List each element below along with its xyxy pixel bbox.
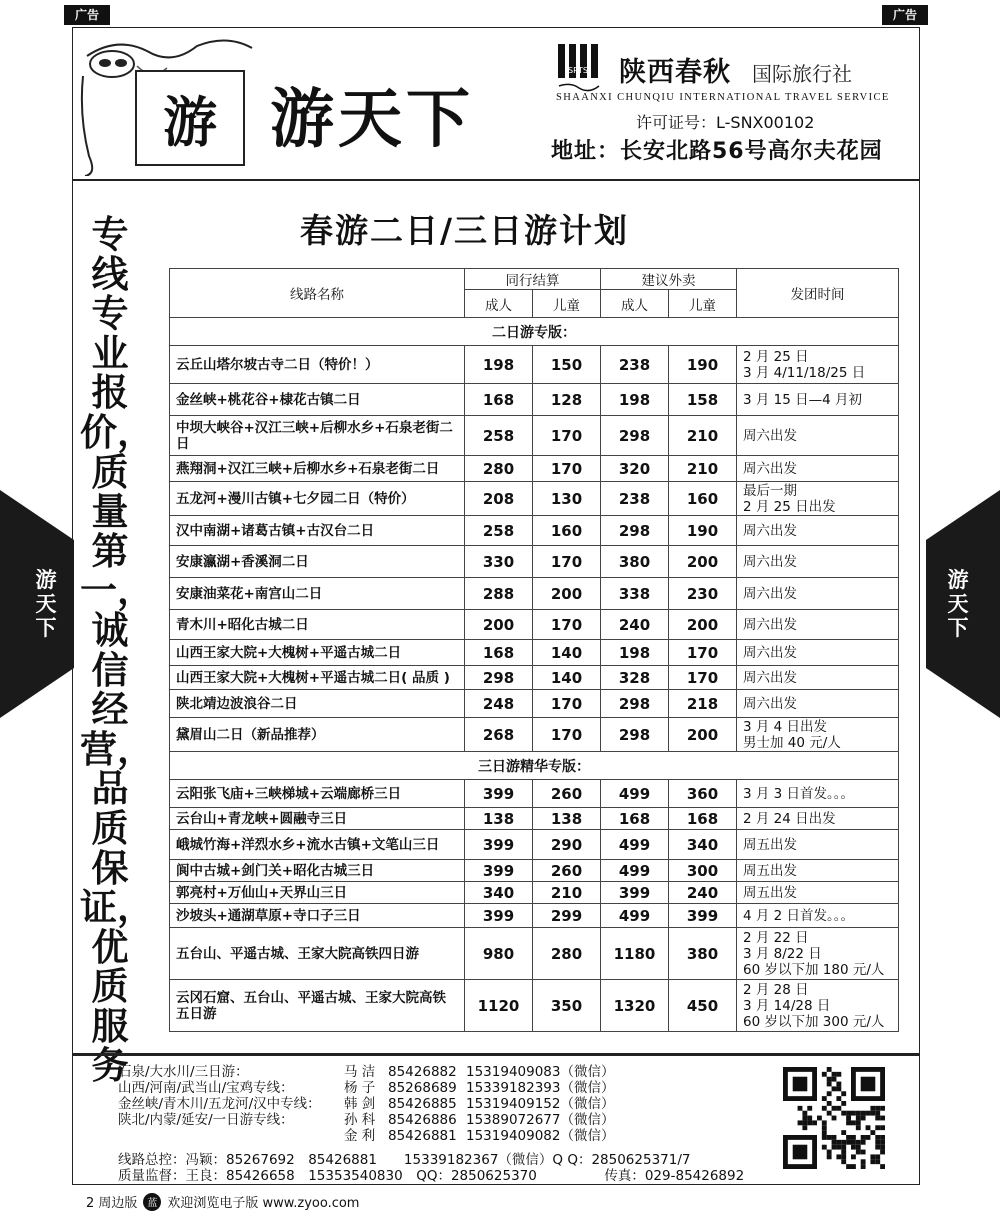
route-name: 郭亮村+万仙山+天界山三日 [170,882,465,904]
route-name: 金丝峡+桃花谷+棣花古镇二日 [170,384,465,416]
child-price: 230 [669,578,737,610]
contact-person: 韩 剑 [344,1096,376,1112]
adult-price: 248 [465,690,533,718]
contact-phone: 85268689 [388,1080,457,1096]
child-price: 210 [533,882,601,904]
contact-mobile: 15319409082（微信） [466,1128,615,1144]
contact-person: 金 利 [344,1128,376,1144]
qr-code-icon[interactable] [783,1067,885,1169]
route-name: 沙坡头+通湖草原+寺口子三日 [170,904,465,928]
child-price: 200 [669,718,737,752]
adult-price: 198 [465,346,533,384]
agency-address: 地址：长安北路56号高尔夫花园 [551,139,883,164]
adult-price: 1120 [465,980,533,1032]
route-row [170,578,899,610]
child-price: 150 [533,346,601,384]
departure-line: 周六出发 [743,616,797,633]
departure-line: 周六出发 [743,553,797,570]
header-retail-price: 建议外卖 [601,269,737,290]
route-row [170,904,899,928]
agency-english-name: SHAANXI CHUNQIU INTERNATIONAL TRAVEL SERVICE [556,92,890,103]
adult-price: 499 [601,860,669,882]
adult-price: 320 [601,456,669,482]
contact-mobile: 15319409083（微信） [466,1064,615,1080]
section-header-row [170,318,899,346]
header-child: 儿童 [669,290,737,318]
departure-time [737,904,899,928]
contact-route: 金丝峡/青木川/五龙河/汉中专线： [118,1096,321,1112]
departure-time [737,690,899,718]
departure-line: 周六出发 [743,585,797,602]
route-row [170,640,899,666]
route-row [170,666,899,690]
departure-time [737,516,899,546]
adult-price: 298 [601,718,669,752]
contact-phone: 85426881 [388,1128,457,1144]
header-child: 儿童 [533,290,601,318]
child-price: 260 [533,860,601,882]
route-price-table [169,268,899,1032]
departure-line: 周五出发 [743,884,797,901]
route-name: 山西王家大院+大槐树+平遥古城二日( 品质 ) [170,666,465,690]
adult-price: 340 [465,882,533,904]
departure-line: 60 岁以下加 300 元/人 [743,1013,885,1030]
departure-line: 周五出发 [743,862,797,879]
departure-time [737,578,899,610]
adult-price: 238 [601,346,669,384]
brand-title: 游天下 [270,82,474,157]
adult-price: 499 [601,904,669,928]
brand-logo-box: 游 [135,70,245,166]
child-price: 200 [533,578,601,610]
child-price: 210 [669,456,737,482]
adult-price: 168 [465,384,533,416]
ad-tag-left: 广告 [64,5,110,25]
route-name: 安康油菜花+南宫山二日 [170,578,465,610]
departure-line: 2 月 28 日 [743,981,809,998]
adult-price: 380 [601,546,669,578]
contact-person: 马 洁 [344,1064,376,1080]
child-price: 140 [533,640,601,666]
departure-line: 3 月 15 日—4 月初 [743,391,863,408]
route-name: 黛眉山二日（新品推荐） [170,718,465,752]
contact-mobile: 15319409152（微信） [466,1096,615,1112]
adult-price: 208 [465,482,533,516]
agency-logo-text: SRTS [567,66,589,75]
route-row [170,416,899,456]
route-name: 峨城竹海+洋烈水乡+流水古镇+文笔山三日 [170,830,465,860]
adult-price: 138 [465,808,533,830]
departure-time [737,928,899,980]
route-row [170,718,899,752]
departure-time [737,482,899,516]
route-name: 五龙河+漫川古镇+七夕园二日（特价） [170,482,465,516]
route-name: 云阳张飞庙+三峡梯城+云端廊桥三日 [170,780,465,808]
departure-line: 周六出发 [743,644,797,661]
route-name: 燕翔洞+汉江三峡+后柳水乡+石泉老街二日 [170,456,465,482]
route-name: 云台山+青龙峡+圆融寺三日 [170,808,465,830]
child-price: 240 [669,882,737,904]
departure-time [737,456,899,482]
header-trade-price: 同行结算 [465,269,601,290]
route-row [170,928,899,980]
child-price: 170 [533,546,601,578]
departure-line: 2 月 25 日 [743,348,809,365]
agency-name: 陕西春秋 [619,57,731,88]
child-price: 300 [669,860,737,882]
agency-name-suffix: 国际旅行社 [752,62,852,86]
child-price: 290 [533,830,601,860]
adult-price: 288 [465,578,533,610]
child-price: 170 [533,456,601,482]
child-price: 170 [533,718,601,752]
adult-price: 240 [601,610,669,640]
departure-line: 3 月 8/22 日 [743,945,822,962]
section-title: 二日游专版： [170,318,899,346]
adult-price: 298 [601,516,669,546]
adult-price: 258 [465,516,533,546]
contact-person: 孙 科 [344,1112,376,1128]
departure-time [737,384,899,416]
adult-price: 399 [601,882,669,904]
departure-line: 周五出发 [743,836,797,853]
child-price: 210 [669,416,737,456]
departure-line: 周六出发 [743,427,797,444]
departure-time [737,546,899,578]
header-adult: 成人 [601,290,669,318]
departure-time [737,718,899,752]
footer-rule [72,1053,920,1056]
section-header-row [170,752,899,780]
child-price: 170 [533,690,601,718]
publisher-logo-icon: 蓝 [143,1193,161,1211]
child-price: 450 [669,980,737,1032]
departure-line: 周六出发 [743,695,797,712]
child-price: 170 [533,416,601,456]
departure-time [737,780,899,808]
child-price: 299 [533,904,601,928]
right-side-label: 游天下 [947,568,969,640]
route-name: 汉中南湖+诸葛古镇+古汉台二日 [170,516,465,546]
child-price: 128 [533,384,601,416]
adult-price: 499 [601,830,669,860]
adult-price: 280 [465,456,533,482]
adult-price: 200 [465,610,533,640]
departure-line: 周六出发 [743,522,797,539]
route-control-line: 线路总控：冯颖：85267692 85426881 15339182367（微信）Q Q：2850625371/7 [118,1152,691,1168]
departure-line: 2 月 24 日出发 [743,810,836,827]
departure-line: 周六出发 [743,460,797,477]
contact-route: 石泉/大水川/三日游： [118,1064,249,1080]
departure-line: 周六出发 [743,669,797,686]
route-name: 云丘山塔尔坡古寺二日（特价！） [170,346,465,384]
child-price: 168 [669,808,737,830]
departure-time [737,860,899,882]
contact-person: 杨 子 [344,1080,376,1096]
adult-price: 168 [601,808,669,830]
child-price: 170 [669,666,737,690]
departure-line: 2 月 25 日出发 [743,498,836,515]
adult-price: 198 [601,640,669,666]
route-name: 云冈石窟、五台山、平遥古城、王家大院高铁五日游 [170,980,465,1032]
child-price: 158 [669,384,737,416]
contact-phone: 85426886 [388,1112,457,1128]
quality-supervision-line: 质量监督：王良：85426658 15353540830 QQ：2850625370 传真：029-85426892 [118,1168,745,1184]
child-price: 200 [669,546,737,578]
route-row [170,690,899,718]
route-row [170,830,899,860]
departure-time [737,640,899,666]
departure-time [737,808,899,830]
departure-line: 3 月 4 日出发 [743,718,828,735]
adult-price: 258 [465,416,533,456]
route-row [170,860,899,882]
child-price: 350 [533,980,601,1032]
child-price: 138 [533,808,601,830]
child-price: 380 [669,928,737,980]
agency-logo-icon [556,42,602,94]
left-side-label: 游天下 [35,568,57,640]
adult-price: 1180 [601,928,669,980]
adult-price: 338 [601,578,669,610]
adult-price: 198 [601,384,669,416]
header [73,28,919,181]
adult-price: 298 [465,666,533,690]
route-name: 五台山、平遥古城、王家大院高铁四日游 [170,928,465,980]
contact-route: 陕北/内蒙/延安/一日游专线： [118,1112,294,1128]
adult-price: 330 [465,546,533,578]
adult-price: 298 [601,690,669,718]
child-price: 280 [533,928,601,980]
adult-price: 499 [601,780,669,808]
adult-price: 298 [601,416,669,456]
departure-time [737,610,899,640]
route-name: 安康瀛湖+香溪洞二日 [170,546,465,578]
contact-route: 山西/河南/武当山/宝鸡专线： [118,1080,294,1096]
contact-mobile: 15339182393（微信） [466,1080,615,1096]
route-row [170,980,899,1032]
adult-price: 328 [601,666,669,690]
adult-price: 238 [601,482,669,516]
child-price: 160 [669,482,737,516]
route-name: 山西王家大院+大槐树+平遥古城二日 [170,640,465,666]
adult-price: 268 [465,718,533,752]
child-price: 170 [669,640,737,666]
departure-time [737,346,899,384]
contact-mobile: 15389072677（微信） [466,1112,615,1128]
child-price: 340 [669,830,737,860]
child-price: 140 [533,666,601,690]
child-price: 360 [669,780,737,808]
departure-line: 2 月 22 日 [743,929,809,946]
departure-line: 3 月 4/11/18/25 日 [743,364,866,381]
page-number: 2 周边版 [86,1196,138,1211]
contact-phone: 85426885 [388,1096,457,1112]
header-adult: 成人 [465,290,533,318]
child-price: 190 [669,516,737,546]
plan-title: 春游二日/三日游计划 [300,211,630,250]
route-name: 阆中古城+剑门关+昭化古城三日 [170,860,465,882]
departure-time [737,882,899,904]
website-text[interactable]: 欢迎浏览电子版 www.zyoo.com [167,1196,360,1211]
departure-line: 最后一期 [743,482,797,499]
route-row [170,808,899,830]
route-row [170,610,899,640]
adult-price: 399 [465,780,533,808]
departure-line: 男士加 40 元/人 [743,734,841,751]
departure-line: 3 月 14/28 日 [743,997,831,1014]
route-row [170,346,899,384]
ad-tag-right: 广告 [882,5,928,25]
bottom-bar [86,1192,359,1211]
route-name: 陕北靖边波浪谷二日 [170,690,465,718]
departure-time [737,416,899,456]
adult-price: 399 [465,830,533,860]
adult-price: 1320 [601,980,669,1032]
departure-time [737,666,899,690]
child-price: 200 [669,610,737,640]
slogan: 专线专业报价，质量第一，诚信经营，品质保证，优质服务 [80,213,154,1088]
route-name: 青木川+昭化古城二日 [170,610,465,640]
route-row [170,482,899,516]
route-row [170,546,899,578]
route-row [170,516,899,546]
child-price: 170 [533,610,601,640]
child-price: 218 [669,690,737,718]
route-name: 中坝大峡谷+汉江三峡+后柳水乡+石泉老街二日 [170,416,465,456]
child-price: 190 [669,346,737,384]
departure-time [737,830,899,860]
departure-time [737,980,899,1032]
departure-line: 60 岁以下加 180 元/人 [743,961,885,978]
contact-phone: 85426882 [388,1064,457,1080]
child-price: 399 [669,904,737,928]
header-departure: 发团时间 [737,269,899,318]
route-row [170,780,899,808]
adult-price: 399 [465,860,533,882]
license-number: 许可证号：L-SNX00102 [636,113,815,132]
route-row [170,882,899,904]
adult-price: 168 [465,640,533,666]
child-price: 260 [533,780,601,808]
departure-line: 3 月 3 日首发。。。 [743,785,855,802]
adult-price: 399 [465,904,533,928]
departure-line: 4 月 2 日首发。。。 [743,907,855,924]
adult-price: 980 [465,928,533,980]
route-row [170,384,899,416]
child-price: 130 [533,482,601,516]
section-title: 三日游精华专版： [170,752,899,780]
child-price: 160 [533,516,601,546]
header-route-name: 线路名称 [170,269,465,318]
route-row [170,456,899,482]
